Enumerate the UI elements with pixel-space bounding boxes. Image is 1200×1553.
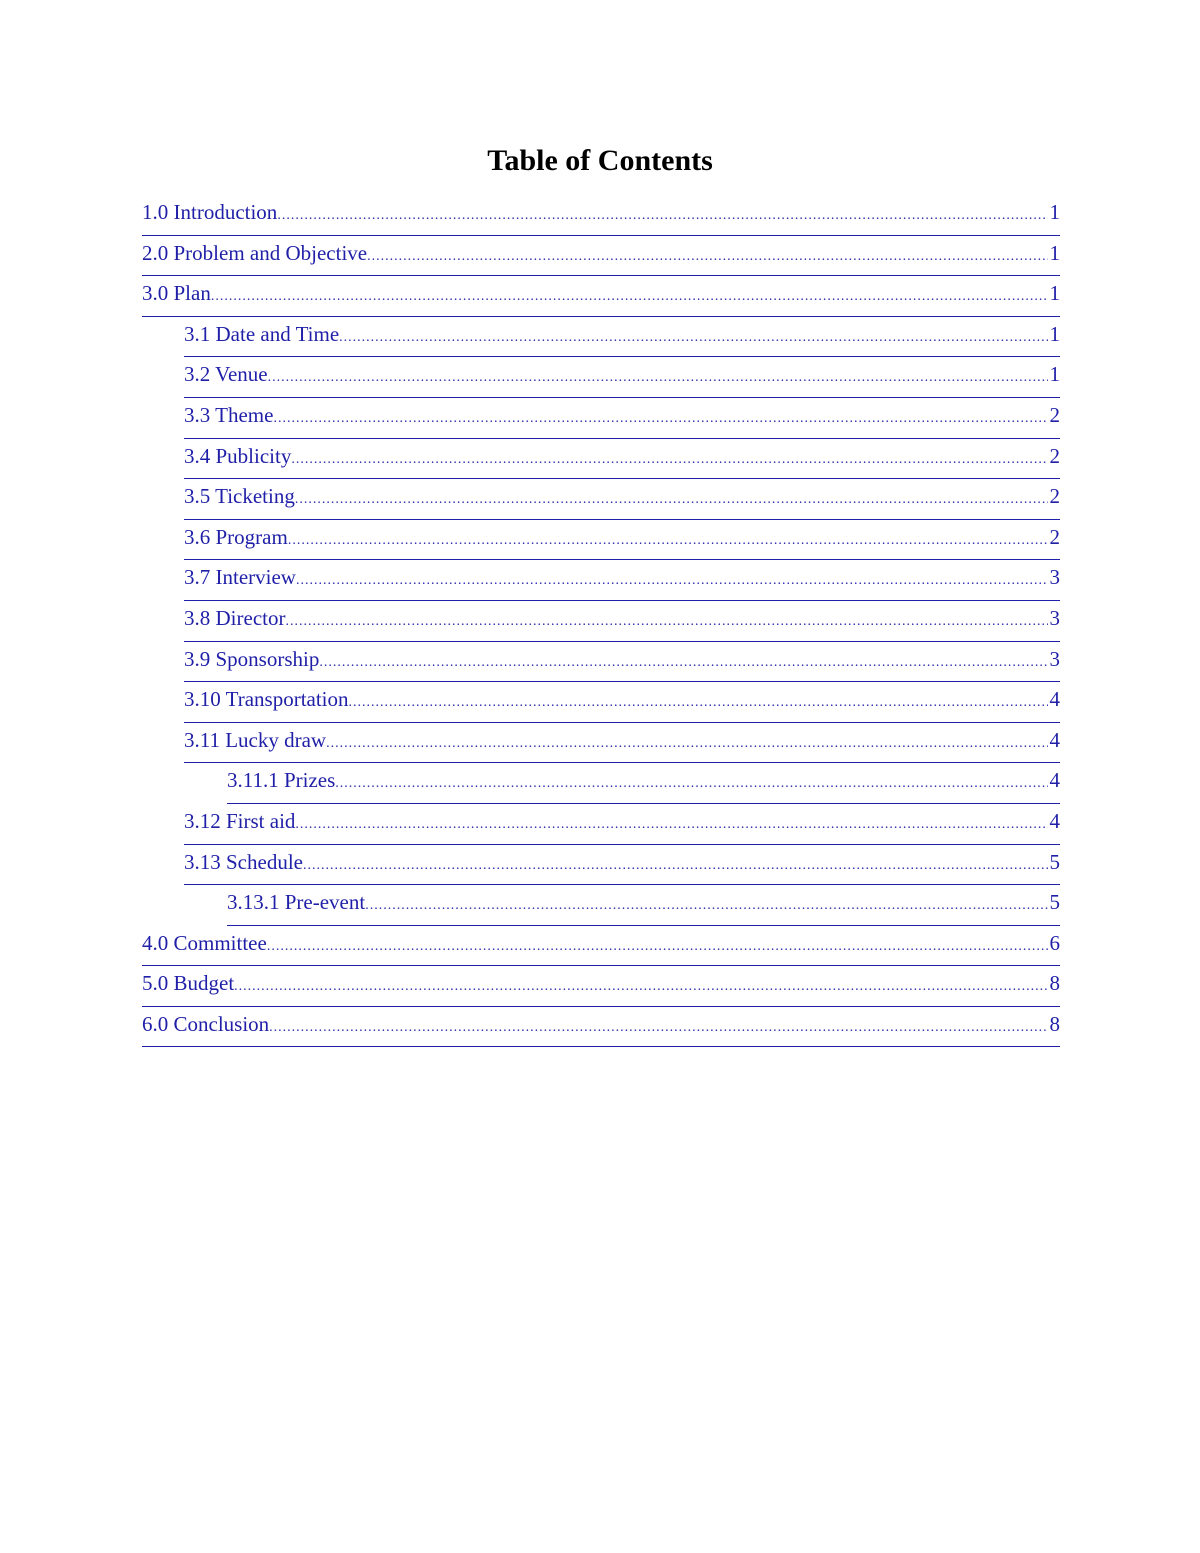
toc-dot-leader — [303, 851, 1048, 881]
toc-entry-page-number: 3 — [1049, 646, 1060, 671]
toc-dot-leader — [288, 526, 1048, 556]
toc-entry-label: 3.11.1 Prizes — [227, 768, 336, 793]
toc-dot-leader — [367, 242, 1047, 272]
toc-entry[interactable] — [184, 723, 1060, 764]
page-title: Table of Contents — [487, 144, 713, 177]
toc-entry-label: 1.0 Introduction — [142, 200, 278, 224]
toc-dot-leader — [234, 972, 1047, 1002]
toc-entry[interactable] — [184, 642, 1060, 683]
toc-dot-leader — [365, 891, 1047, 921]
toc-entry-page-number: 2 — [1049, 524, 1060, 549]
toc-entry-page-number: 4 — [1049, 808, 1060, 833]
toc-entry-page-number: 3 — [1049, 605, 1060, 630]
toc-entry-label: 3.10 Transportation — [184, 687, 349, 712]
toc-entry-page-number: 5 — [1049, 849, 1060, 874]
toc-entry-page-number: 2 — [1049, 402, 1060, 427]
toc-entry[interactable] — [184, 439, 1060, 480]
toc-entry-label: 3.7 Interview — [184, 565, 296, 590]
toc-entry-label: 3.9 Sponsorship — [184, 646, 320, 671]
toc-entry-page-number: 8 — [1049, 971, 1060, 996]
toc-entry[interactable] — [142, 195, 1060, 236]
toc-entry-page-number: 2 — [1049, 484, 1060, 509]
toc-dot-leader — [285, 607, 1047, 637]
toc-entry[interactable] — [184, 398, 1060, 439]
toc-entry-page-number: 2 — [1049, 443, 1060, 468]
toc-dot-leader — [296, 566, 1048, 596]
toc-entry[interactable] — [184, 560, 1060, 601]
toc-entry-label: 3.12 First aid — [184, 808, 296, 833]
toc-entry-label: 3.4 Publicity — [184, 443, 292, 468]
toc-entry-label: 3.0 Plan — [142, 281, 211, 306]
toc-entry-label: 3.6 Program — [184, 524, 288, 549]
toc-dot-leader — [349, 688, 1048, 718]
toc-entry-label: 3.5 Ticketing — [184, 484, 295, 509]
toc-entry-label: 3.3 Theme — [184, 402, 274, 427]
toc-entry-page-number: 1 — [1049, 240, 1060, 265]
toc-dot-leader — [326, 729, 1047, 759]
toc-entry[interactable] — [184, 317, 1060, 358]
toc-entry-page-number: 5 — [1049, 890, 1060, 915]
toc-dot-leader — [295, 485, 1048, 515]
toc-entry-page-number: 1 — [1049, 321, 1060, 346]
toc-entry-page-number: 3 — [1049, 565, 1060, 590]
toc-entry-label: 3.11 Lucky draw — [184, 727, 327, 752]
toc-entry-label: 3.13 Schedule — [184, 849, 303, 874]
toc-entry-page-number: 1 — [1049, 200, 1060, 224]
toc-entry-label: 3.13.1 Pre-event — [227, 890, 366, 915]
toc-entry[interactable] — [142, 1007, 1060, 1048]
table-of-contents — [142, 195, 1060, 1047]
toc-entry-label: 6.0 Conclusion — [142, 1011, 270, 1036]
toc-dot-leader — [295, 810, 1047, 840]
toc-entry[interactable] — [142, 966, 1060, 1007]
toc-entry-page-number: 1 — [1049, 281, 1060, 306]
toc-dot-leader — [291, 445, 1047, 475]
toc-entry[interactable] — [184, 479, 1060, 520]
toc-entry-label: 5.0 Budget — [142, 971, 235, 996]
toc-entry-page-number: 4 — [1049, 768, 1060, 793]
toc-dot-leader — [267, 932, 1048, 962]
toc-entry[interactable] — [142, 926, 1060, 967]
toc-dot-leader — [277, 201, 1047, 231]
toc-entry[interactable] — [184, 601, 1060, 642]
toc-entry[interactable] — [184, 357, 1060, 398]
toc-dot-leader — [319, 648, 1047, 678]
toc-entry[interactable] — [142, 236, 1060, 277]
toc-entry[interactable] — [227, 885, 1060, 926]
toc-dot-leader — [269, 1013, 1047, 1043]
toc-dot-leader — [339, 323, 1047, 353]
toc-entry-label: 3.2 Venue — [184, 362, 268, 387]
toc-dot-leader — [211, 282, 1048, 312]
toc-entry[interactable] — [227, 763, 1060, 804]
toc-dot-leader — [273, 404, 1047, 434]
toc-entry-label: 2.0 Problem and Objective — [142, 240, 368, 265]
toc-entry-page-number: 4 — [1049, 687, 1060, 712]
toc-entry-label: 3.1 Date and Time — [184, 321, 340, 346]
toc-entry[interactable] — [142, 276, 1060, 317]
toc-entry-page-number: 4 — [1049, 727, 1060, 752]
toc-entry-label: 3.8 Director — [184, 605, 286, 630]
toc-dot-leader — [268, 363, 1048, 393]
toc-entry[interactable] — [184, 520, 1060, 561]
toc-entry-label: 4.0 Committee — [142, 930, 267, 955]
toc-entry-page-number: 8 — [1049, 1011, 1060, 1036]
toc-dot-leader — [335, 769, 1047, 799]
toc-entry[interactable] — [184, 682, 1060, 723]
toc-entry-page-number: 1 — [1049, 362, 1060, 387]
toc-entry[interactable] — [184, 845, 1060, 886]
toc-entry[interactable] — [184, 804, 1060, 845]
toc-entry-page-number: 6 — [1049, 930, 1060, 955]
